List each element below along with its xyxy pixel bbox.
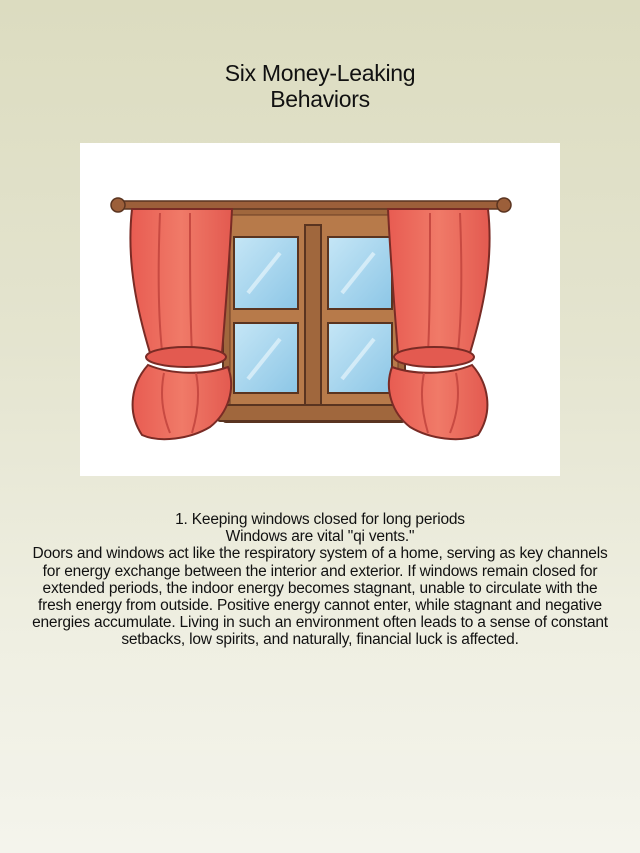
title-line-2: Behaviors xyxy=(270,86,370,112)
paragraph-line-5: energies accumulate. Living in such an environment often leads to a sense of constant xyxy=(32,614,608,632)
page-title xyxy=(0,60,640,112)
window-illustration xyxy=(80,143,560,476)
window-with-curtains-icon xyxy=(80,143,560,476)
paragraph-line-3: extended periods, the indoor energy becomes stagnant, unable to circulate with the xyxy=(42,579,598,597)
window-frame xyxy=(218,207,412,422)
paragraph-line-4: fresh energy from outside. Positive energy cannot enter, while stagnant and negative xyxy=(38,597,602,615)
title-line-1: Six Money-Leaking xyxy=(224,60,416,86)
section-subheading: Windows are vital "qi vents." xyxy=(225,528,415,546)
section-heading: 1. Keeping windows closed for long periods xyxy=(175,511,465,528)
left-curtain xyxy=(130,209,232,439)
paragraph-line-6: setbacks, low spirits, and naturally, financial luck is affected. xyxy=(121,631,519,649)
paragraph-line-2: for energy exchange between the interior and exterior. If windows remain closed for xyxy=(42,562,598,580)
right-curtain xyxy=(388,209,490,439)
section-text xyxy=(0,511,640,649)
paragraph-line-1: Doors and windows act like the respiratory system of a home, serving as key channels xyxy=(32,545,608,563)
